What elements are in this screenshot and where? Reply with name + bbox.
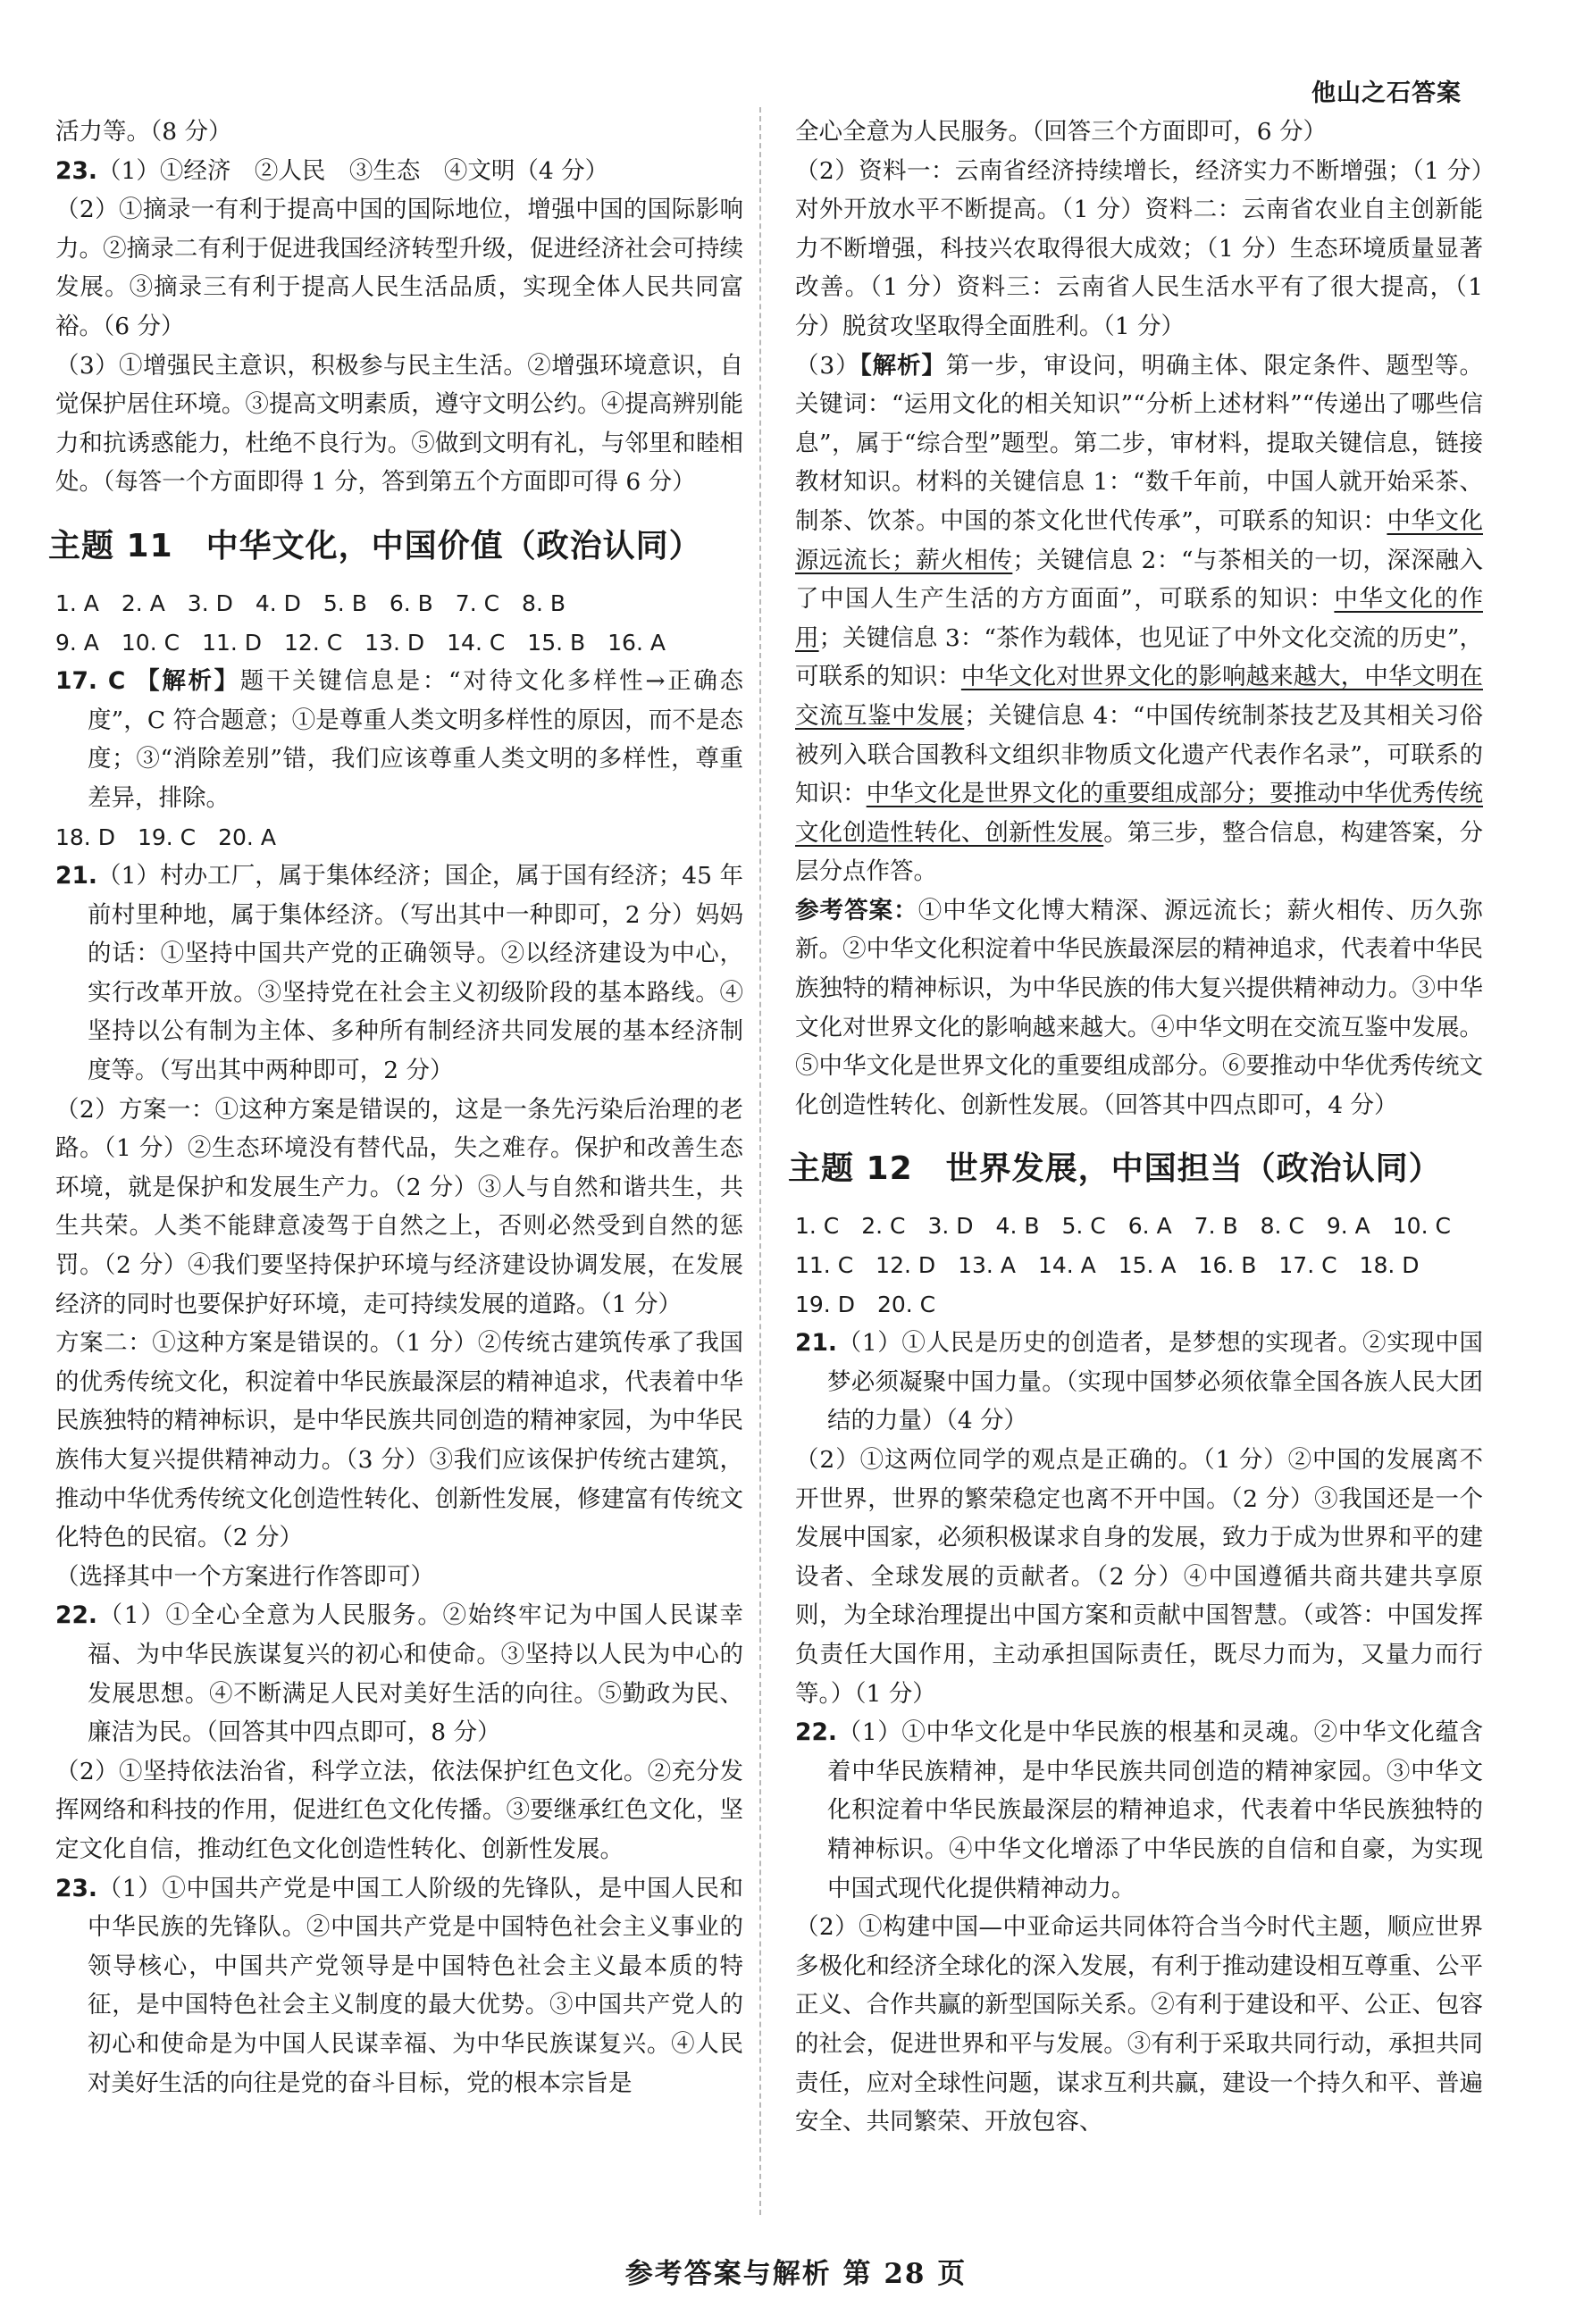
answer-text: （1）①中华文化是中华民族的根基和灵魂。②中华文化蕴含着中华民族精神，是中华民族共同创造的精神家园。③中华文化积淀着中华民族最深层的精神追求，代表着中华民族独特的精神标识。④中华文化增添了中华民族的自信和自豪，为实现中国式现代化提供精神动力。: [827, 1718, 1483, 1902]
key-knowledge-underline: 中华文化对世界文化的影响越来越大，中华文明在交流互鉴中发展: [795, 663, 1483, 730]
analysis-tag: 【解析】: [136, 667, 240, 696]
answer-text: （2）①这两位同学的观点是正确的。（1 分）②中国的发展离不开世界，世界的繁荣稳定也离不开中国。（2 分）③我国还是一个发展中国家，必须积极谋求自身的发展，致力于成为世界和平的建设者、全球发展的贡献者。（2 分）④中国遵循共商共建共享原则，为全球治理提出中国方案和贡献中国智慧。（或答：中国发挥负责任大国作用，主动承担国际责任，既尽力而为，又量力而行等。）（1 分）: [795, 1446, 1483, 1708]
key-knowledge-underline: 中华文化源远流长；薪火相传: [795, 506, 1483, 574]
answer-text: 全心全意为人民服务。（回答三个方面即可，6 分）: [795, 118, 1328, 146]
question-23: [55, 1869, 743, 2103]
answer-text: 活力等。（8 分）: [55, 118, 232, 146]
topic-12-heading: 主题 12 世界发展，中国担当（政治认同）: [788, 1150, 1442, 1188]
question-number: 22.: [795, 1718, 837, 1747]
analysis-paragraph: [795, 347, 1483, 891]
analysis-text: ；关键信息 3：“茶作为载体，也见证了中外文化交流的历史”，可联系的知识：: [795, 623, 1483, 691]
page-header-title: 他山之石答案: [1311, 79, 1462, 107]
key-knowledge-underline: 中华文化的作用: [795, 585, 1483, 652]
answer-text: （2）方案一：①这种方案是错误的，这是一条先污染后治理的老路。（1 分）②生态环境没有替代品，失之难存。保护和改善生态环境，就是保护和发展生产力。（2 分）③人与自然和谐共生，共生共荣。人类不能肆意凌驾于自然之上，否则必然受到自然的惩罚。（2 分）④我们要坚持保护环境与经济建设协调发展，在发展经济的同时也要保护好环境，走可持续发展的道路。（1 分）: [55, 1095, 743, 1318]
analysis-text: 题干关键信息是：“对待文化多样性→正确态度”，C 符合题意；①是尊重人类文明多样性的原因，而不是态度；③“消除差别”错，我们应该尊重人类文明的多样性，尊重差异，排除。: [88, 667, 743, 812]
question-number: 23.: [55, 156, 97, 185]
question-number: 21.: [795, 1329, 837, 1358]
question-number: 22.: [55, 1601, 97, 1630]
question-21: [795, 1324, 1483, 1441]
question-22: [55, 1596, 743, 1751]
right-column: [788, 113, 1484, 2142]
answer-text: （2）①坚持依法治省，科学立法，依法保护红色文化。②充分发挥网络和科技的作用，促进红色文化传播。③要继承红色文化，坚定文化自信，推动红色文化创造性转化、创新性发展。: [55, 1757, 743, 1863]
page-footer: 参考答案与解析 第 28 页: [624, 2258, 968, 2290]
question-21: [55, 857, 743, 1091]
multiple-choice-answers: 1. C 2. C 3. D 4. B 5. C 6. A 7. B 8. C 9. A 10. C: [795, 1213, 1451, 1240]
answer-text: （3）①增强民主意识，积极参与民主生活。②增强环境意识，自觉保护居住环境。③提高文明素质，遵守文明公约。④提高辨别能力和抗诱惑能力，杜绝不良行为。⑤做到文明有礼，与邻里和睦相处。（每答一个方面即得 1 分，答到第五个方面即可得 6 分）: [55, 351, 743, 497]
analysis-tag: 【解析】: [859, 351, 946, 380]
answer-text: （1）村办工厂，属于集体经济；国企，属于国有经济；45 年前村里种地，属于集体经济。（写出其中一种即可，2 分）妈妈的话：①坚持中国共产党的正确领导。②以经济建设为中心，实行改革开放。③坚持党在社会主义初级阶段的基本路线。④坚持以公有制为主体、多种所有制经济共同发展的基本经济制度等。（写出其中两种即可，2 分）: [88, 862, 743, 1085]
column-divider: [759, 107, 761, 2215]
question-number: 21.: [55, 862, 97, 890]
topic-11-heading: 主题 11 中华文化，中国价值（政治认同）: [48, 527, 702, 564]
analysis-text: ；关键信息 2：“与茶相关的一切，深深融入了中国人生产生活的方方面面”，可联系的知识：: [795, 546, 1483, 614]
answer-text: （1）①经济 ②人民 ③生态 ④文明（4 分）: [96, 156, 609, 185]
analysis-text: ；关键信息 4：“中国传统制茶技艺及其相关习俗被列入联合国教科文组织非物质文化遗产代表作名录”，可联系的知识：: [795, 701, 1483, 808]
answer-text: （2）资料一：云南省经济持续增长，经济实力不断增强；（1 分）对外开放水平不断提高。（1 分）资料二：云南省农业自主创新能力不断增强，科技兴农取得很大成效；（1 分）生态环境质量显著改善。（1 分）资料三：云南省人民生活水平有了很大提高，（1 分）脱贫攻坚取得全面胜利。（1 分）: [795, 156, 1483, 340]
analysis-text: 。第三步，整合信息，构建答案，分层分点作答。: [795, 818, 1484, 886]
answer-text: 方案二：①这种方案是错误的。（1 分）②传统古建筑传承了我国的优秀传统文化，积淀着中华民族最深层的精神追求，代表着中华民族独特的精神标识，是中华民族共同创造的精神家园，为中华民族伟大复兴提供精神动力。（3 分）③我们应该保护传统古建筑，推动中华优秀传统文化创造性转化、创新性发展，修建富有传统文化特色的民宿。（2 分）: [55, 1329, 743, 1552]
reference-answer: [795, 891, 1483, 1125]
answer-text: （1）①人民是历史的创造者，是梦想的实现者。②实现中国梦必须凝聚中国力量。（实现中国梦必须依靠全国各族人民大团结的力量）（4 分）: [827, 1329, 1483, 1435]
question-22: [795, 1713, 1483, 1908]
reference-answer-tag: 参考答案：: [795, 896, 918, 924]
choice-answer: C: [96, 667, 137, 696]
answer-note: （选择其中一个方案进行作答即可）: [55, 1562, 434, 1591]
question-number: 23.: [55, 1874, 97, 1902]
question-23: [55, 152, 743, 191]
question-number: 17.: [55, 667, 97, 696]
answer-text: （1）①中国共产党是中国工人阶级的先锋队，是中国人民和中华民族的先锋队。②中国共产党是中国特色社会主义事业的领导核心，中国共产党领导是中国特色社会主义最本质的特征，是中国特色社会主义制度的最大优势。③中国共产党人的初心和使命是为中国人民谋幸福、为中华民族谋复兴。④人民对美好生活的向往是党的奋斗目标，党的根本宗旨是: [88, 1874, 743, 2097]
answer-text: ①中华文化博大精深、源远流长；薪火相传、历久弥新。②中华文化积淀着中华民族最深层的精神追求，代表着中华民族独特的精神标识，为中华民族的伟大复兴提供精神动力。③中华文化对世界文化的影响越来越大。④中华文明在交流互鉴中发展。⑤中华文化是世界文化的重要组成部分。⑥要推动中华优秀传统文化创造性转化、创新性发展。（回答其中四点即可，4 分）: [795, 896, 1484, 1119]
left-column: [48, 113, 743, 2102]
answer-text: （1）①全心全意为人民服务。②始终牢记为中国人民谋幸福、为中华民族谋复兴的初心和使命。③坚持以人民为中心的发展思想。④不断满足人民对美好生活的向往。⑤勤政为民、廉洁为民。（回答其中四点即可，8 分）: [88, 1601, 743, 1747]
multiple-choice-answers: 1. A 2. A 3. D 4. D 5. B 6. B 7. C 8. B: [55, 589, 566, 616]
key-knowledge-underline: 中华文化是世界文化的重要组成部分；要推动中华优秀传统文化创造性转化、创新性发展: [795, 780, 1484, 847]
question-17: [55, 662, 743, 817]
multiple-choice-answers: 11. C 12. D 13. A 14. A 15. A 16. B 17. C 18. D: [795, 1252, 1420, 1279]
answer-text: （2）①摘录一有利于提高中国的国际地位，增强中国的国际影响力。②摘录二有利于促进我国经济转型升级，促进经济社会可持续发展。③摘录三有利于提高人民生活品质，实现全体人民共同富裕。（6 分）: [55, 196, 743, 340]
answer-text: （2）①构建中国—中亚命运共同体符合当今时代主题，顺应世界多极化和经济全球化的深入发展，有利于推动建设相互尊重、公平正义、合作共赢的新型国际关系。②有利于建设和平、公正、包容的社会，促进世界和平与发展。③有利于采取共同行动，承担共同责任，应对全球性问题，谋求互利共赢，建设一个持久和平、普遍安全、共同繁荣、开放包容、: [795, 1913, 1483, 2136]
multiple-choice-answers: 19. D 20. C: [795, 1291, 936, 1317]
multiple-choice-answers: 18. D 19. C 20. A: [55, 823, 276, 850]
multiple-choice-answers: 9. A 10. C 11. D 12. C 13. D 14. C 15. B 16. A: [55, 629, 666, 656]
analysis-text: 第一步，审设问，明确主体、限定条件、题型等。关键词：“运用文化的相关知识”“分析上述材料”“传递出了哪些信息”，属于“综合型”题型。第二步，审材料，提取关键信息，链接教材知识。材料的关键信息 1：“数千年前，中国人就开始采茶、制茶、饮茶。中国的茶文化世代传承”，可联系的知识：: [795, 351, 1483, 535]
answer-text: （3）: [795, 351, 860, 380]
